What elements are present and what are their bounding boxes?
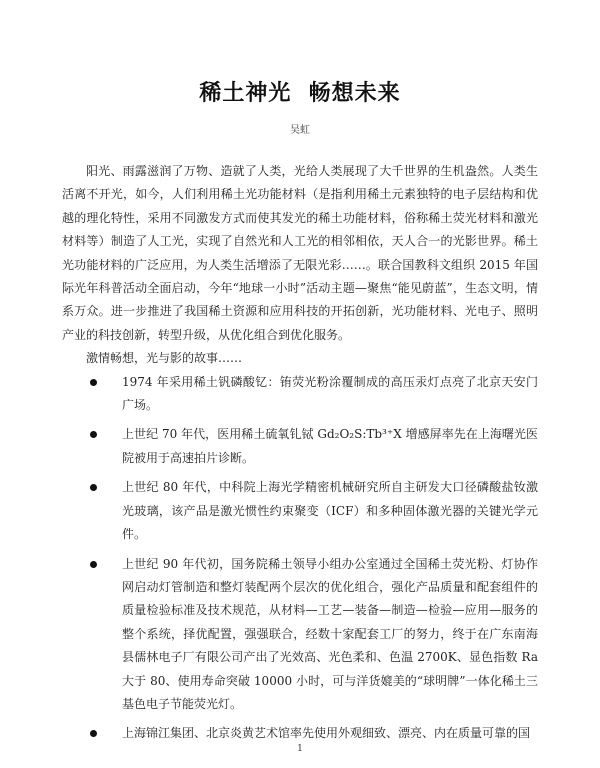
- list-item-text: 上世纪 80 年代，中科院上海光学精密机械研究所自主研发大口径磷酸盐钕激光玻璃，该产品是激光惯性约束聚变（ICF）和多种固体激光器的关键光学元件。: [122, 480, 538, 542]
- bullet-dot-icon: [90, 561, 97, 568]
- article-body: [62, 160, 538, 752]
- list-item: [62, 476, 538, 546]
- bullet-list: [62, 371, 538, 746]
- bullet-dot-icon: [90, 379, 97, 386]
- author-name: 吴虹: [290, 125, 310, 136]
- list-item: [62, 722, 538, 745]
- intro-paragraph: 阳光、雨露滋润了万物、造就了人类，光给人类展现了大千世界的生机盎然。人类生活离不开光，如今，人们利用稀土光功能材料（是指利用稀土元素独特的电子层结构和优越的理化特性，采用不同激发方式而使其发光的稀土功能材料，俗称稀土荧光材料和激光材料等）制造了人工光，实现了自然光和人工光的相邻相依，天人合一的光影世界。稀土光功能材料的广泛应用，为人类生活增添了无限光彩……。联合国教科文组织 2015 年国际光年科普活动全面启动，今年“地球一小时”活动主题—聚焦“能见蔚蓝”，生态文明，情系万众。进一步推进了我国稀土资源和应用科技的开拓创新，光功能材料、光电子、照明产业的科技创新，转型升级，从优化组合到优化服务。: [62, 164, 538, 342]
- list-item-text: 上海锦江集团、北京炎黄艺术馆率先使用外观细致、漂亮、内在质量可靠的国: [122, 726, 531, 741]
- bullet-dot-icon: [90, 730, 97, 737]
- page-title: 稀土神光 畅想未来: [199, 81, 401, 106]
- list-item-text: 1974 年采用稀土钒磷酸钇：铕荧光粉涂覆制成的高压汞灯点亮了北京天安门广场。: [122, 374, 538, 413]
- list-item-text: 上世纪 70 年代，医用稀土硫氧钆铽 Gd₂O₂S:Tb³⁺X 增感屏率先在上海曙光医院被用于高速拍片诊断。: [122, 427, 538, 465]
- bullet-dot-icon: [90, 484, 97, 491]
- page-number: 1: [297, 744, 303, 754]
- bullet-dot-icon: [90, 431, 97, 438]
- list-item: [62, 553, 538, 717]
- list-item: [62, 371, 538, 418]
- list-item-text: 上世纪 90 年代初，国务院稀土领导小组办公室通过全国稀土荧光粉、灯协作网启动灯管制造和整灯装配两个层次的优化组合，强化产品质量和配套组件的质量检验标准及技术规范，从材料—工艺—装备—制造—检验—应用—服务的整个系统，择优配置，强强联合，经数十家配套工厂的努力，终于在广东南海县儒林电子厂有限公司产出了光效高、光色柔和、色温 2700K、显色指数 Ra大于 80、使用寿命突破 10000 小时，可与洋货媲美的“球明牌”一体化稀土三基色电子节能荧光灯。: [122, 556, 538, 711]
- list-item: [62, 423, 538, 470]
- lead-paragraph: 激情畅想，光与影的故事……: [86, 351, 243, 366]
